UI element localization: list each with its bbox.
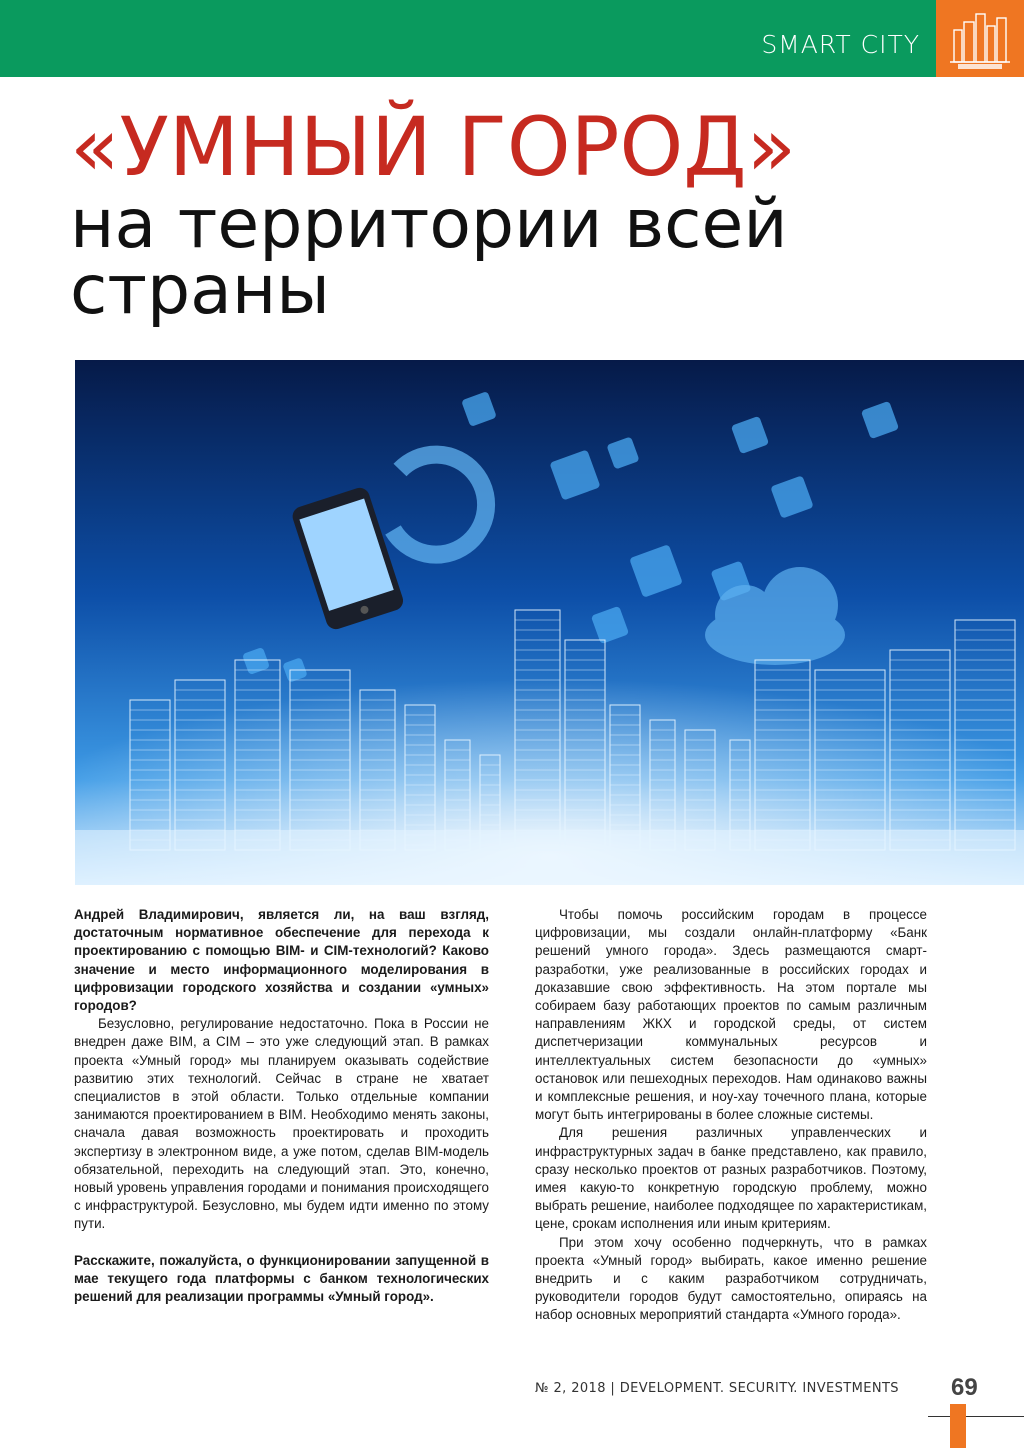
footer-accent (950, 1404, 966, 1448)
title-main: «УМНЫЙ ГОРОД» (70, 101, 797, 195)
column-left (74, 906, 489, 1306)
paragraph-2: Для решения различных управленческих и инфраструктурных задач в банке представлено, как правило, сразу несколько проектов от разных разработчиков. Поэтому, имея какую-то конкретную городскую проблему, можно выбрать решение, наиболее подходящее по характеристикам, цене, срокам исполнения или иным критериям. (535, 1125, 927, 1232)
city-logo-icon (936, 0, 1024, 77)
issue-info: № 2, 2018 | DEVELOPMENT. SECURITY. INVESTMENTS (535, 1381, 899, 1396)
question-1: Андрей Владимирович, является ли, на ваш взгляд, достаточным нормативное обеспечение для перехода к проектированию с помощью BIM- и CIM-технологий? Каково значение и место информационного моделирования в цифровизации городского хозяйства и создании «умных» городов? (74, 907, 489, 1014)
question-2: Расскажите, пожалуйста, о функционировании запущенной в мае текущего года платформы с банком технологических решений для реализации программы «Умный город». (74, 1252, 489, 1305)
column-right (535, 906, 927, 1325)
paragraph-1: Чтобы помочь российским городам в процессе цифровизации, мы создали онлайн-платформу «Банк решений умного города». Здесь размещаются смарт-разработки, уже реализованные в российских городах и доказавшие свою эффективность. На этом портале мы собираем базу работающих проектов по самым различным направлениям ЖКХ и городской среды, от систем диспетчеризации коммунальных ресурсов и интеллектуальных систем безопасности до «умных» остановок или пешеходных переходов. Нам одинаково важны и комплексные решения, и ноу-хау точечного плана, которые могут быть интегрированы в более сложные системы. (535, 907, 927, 1123)
footer-rule (928, 1416, 1024, 1417)
answer-1: Безусловно, регулирование недостаточно. Пока в России не внедрен даже BIM, а CIM – это уже следующий этап. В рамках проекта «Умный город» мы планируем оказывать содействие развитию этих технологий. Сейчас в стране не хватает специалистов в этой области. Только отдельные компании занимаются проектированием в BIM. Необходимо менять законы, сначала давая возможность проектировать и проходить экспертизу в электронном виде, а уже потом, сделав BIM-модель обязательной, переходить на следующий этап. Это, конечно, новый уровень управления городами и понимания происходящего с инфраструктурой. Безусловно, мы будем идти именно по этому пути. (74, 1016, 489, 1232)
title-subtitle: на территории всей страны (70, 185, 788, 330)
hero-image (75, 360, 1024, 885)
section-label: SMART CITY (761, 30, 920, 59)
paragraph-3: При этом хочу особенно подчеркнуть, что в рамках проекта «Умный город» выбирать, какое именно решение внедрить и с каким разработчиком сотрудничать, руководители городов будут самостоятельно, опираясь на набор основных мероприятий стандарта «Умного города». (535, 1234, 927, 1323)
page-number: 69 (951, 1374, 978, 1401)
